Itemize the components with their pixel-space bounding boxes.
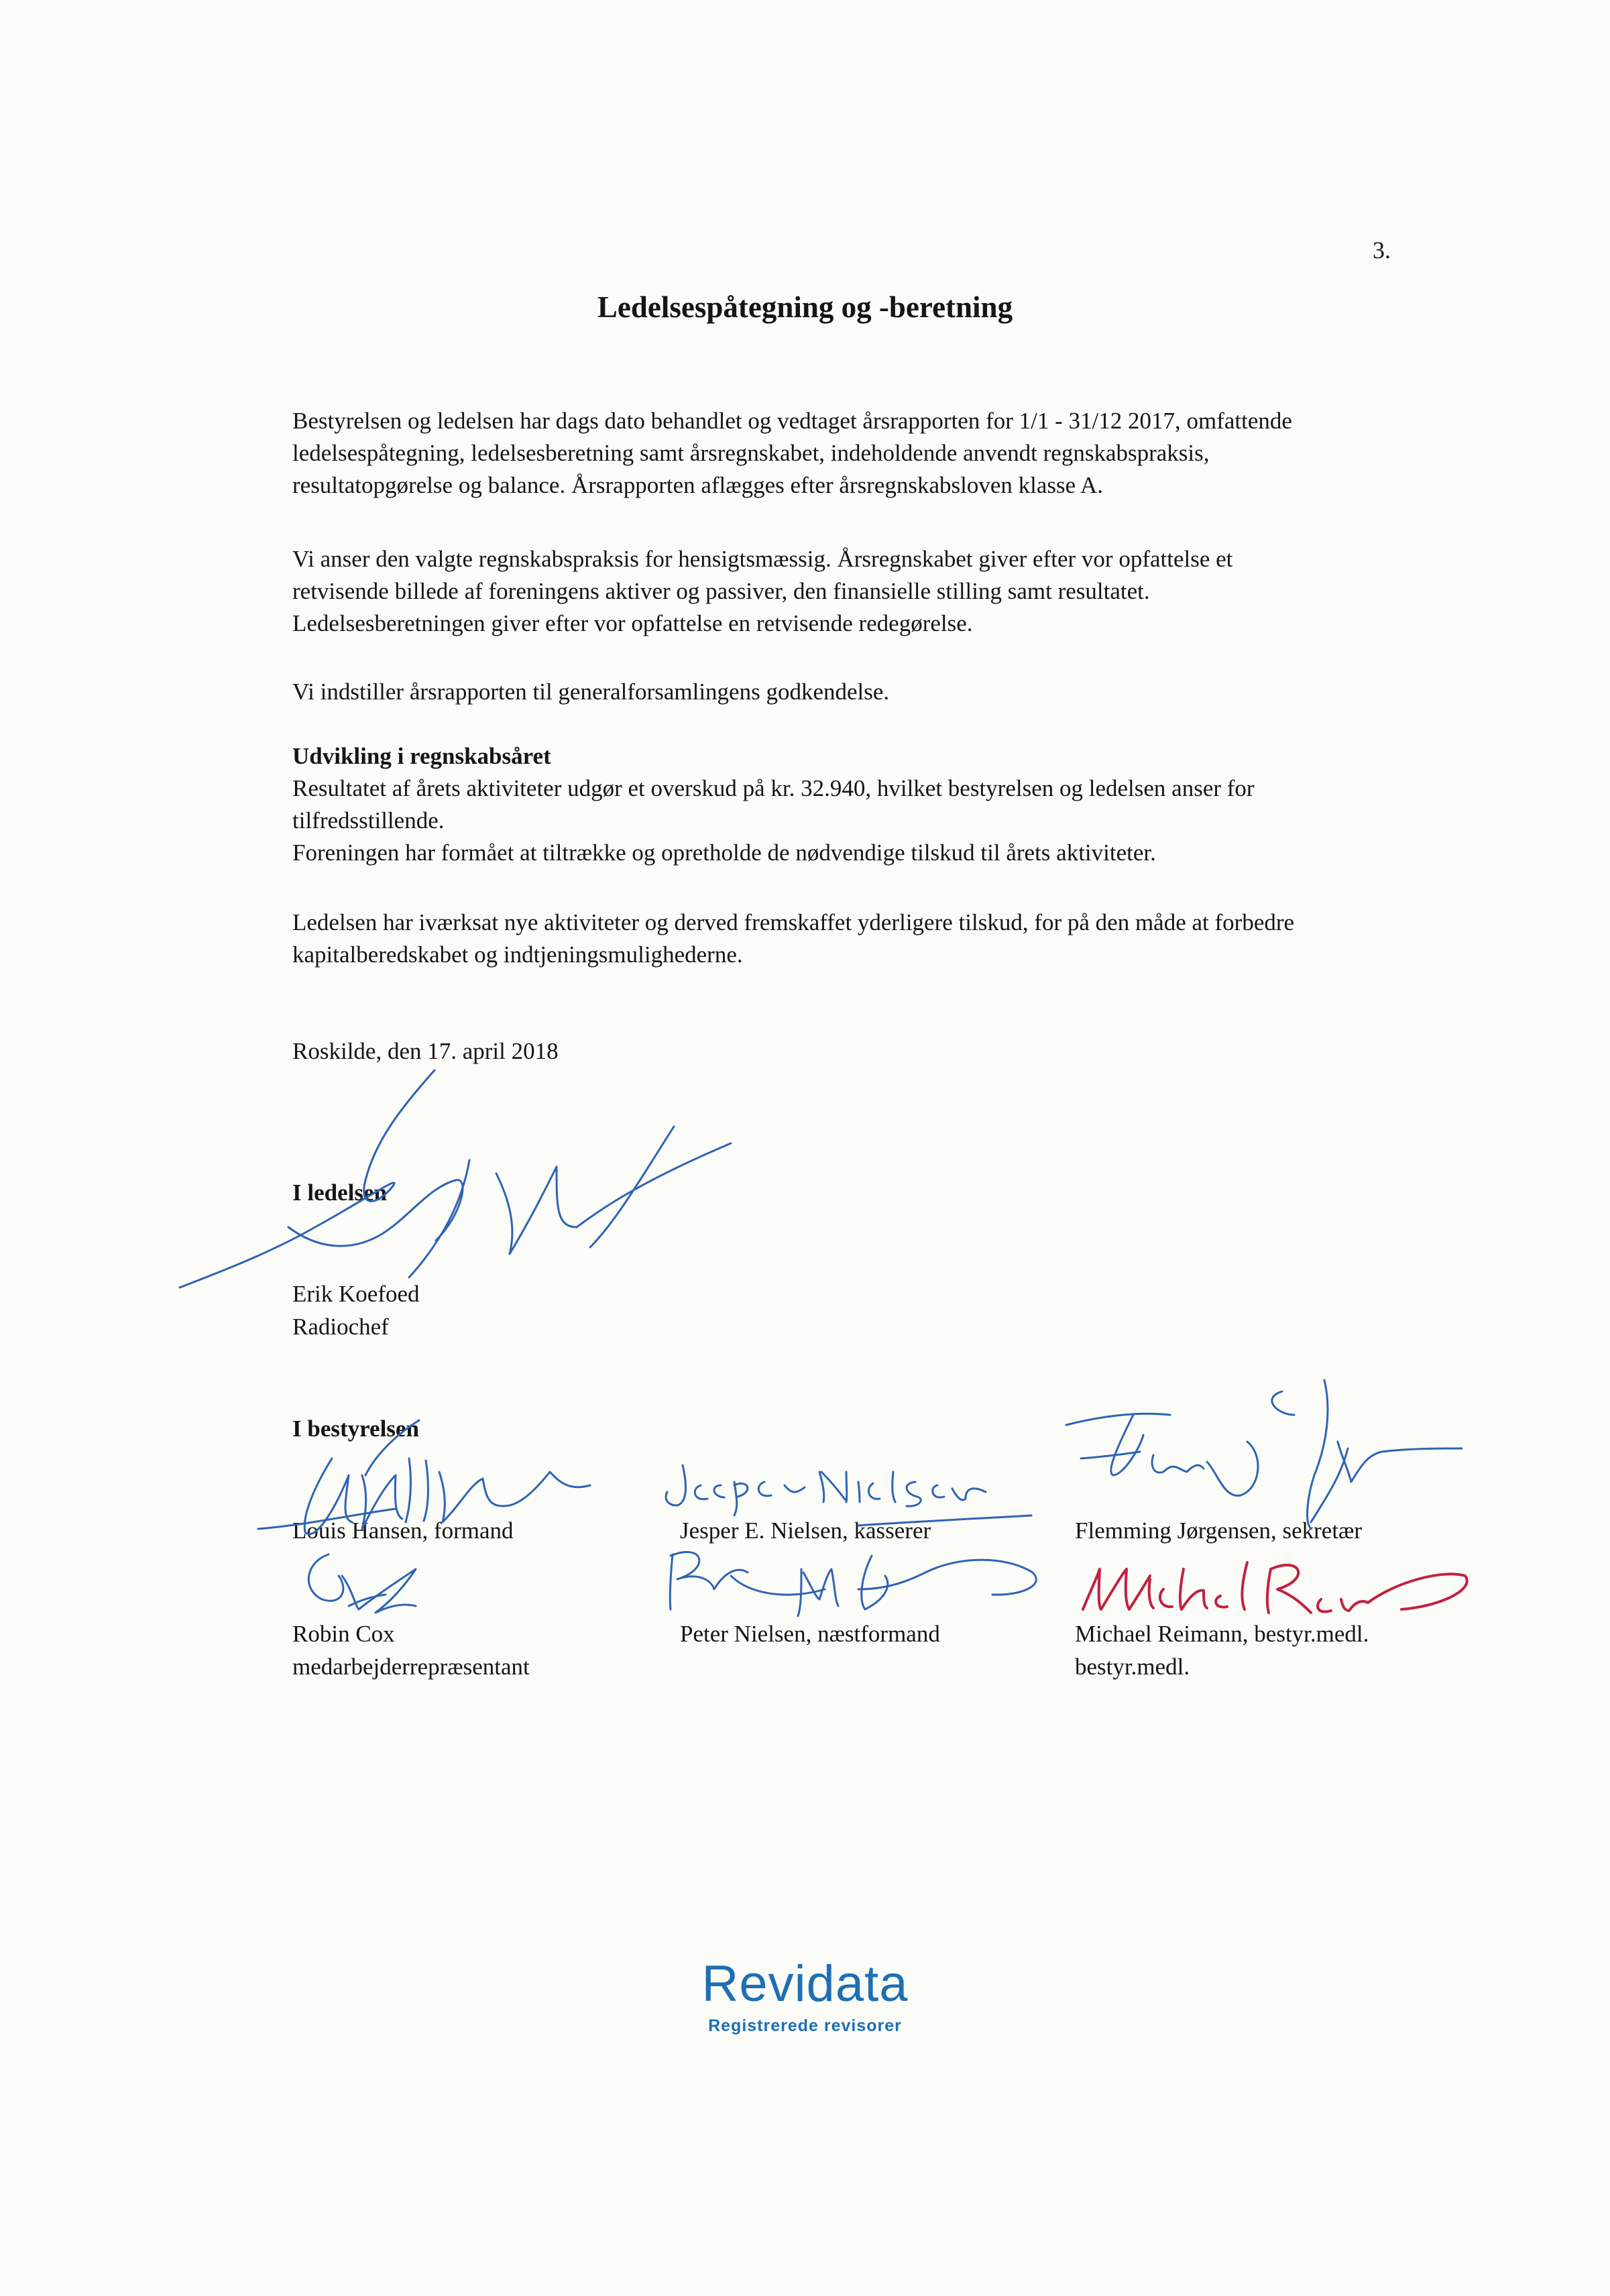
paragraph-line: Ledelsesberetningen giver efter vor opfattelse en retvisende redegørelse. — [292, 610, 973, 636]
board-member-peter: Peter Nielsen, næstformand — [680, 1621, 940, 1647]
board-member-jesper: Jesper E. Nielsen, kasserer — [680, 1517, 931, 1544]
management-name: Erik Koefoed — [292, 1281, 420, 1307]
place-date: Roskilde, den 17. april 2018 — [292, 1038, 559, 1064]
board-member-robin-role: medarbejderrepræsentant — [292, 1654, 530, 1680]
paragraph-line: Vi indstiller årsrapporten til generalforsamlingens godkendelse. — [292, 679, 890, 705]
management-heading: I ledelsen — [292, 1180, 387, 1206]
louis-hansen-signature — [258, 1420, 590, 1534]
section-heading: Udvikling i regnskabsåret — [292, 743, 551, 769]
peter-nielsen-signature — [670, 1515, 1036, 1616]
robin-cox-signature — [308, 1554, 416, 1613]
revidata-tagline: Registrerede revisorer — [708, 2016, 902, 2035]
revidata-logo: Revidata — [701, 1955, 909, 2012]
erik-koefoed-signature — [180, 1070, 731, 1287]
paragraph-line: Ledelsen har iværksat nye aktiviteter og derved fremskaffet yderligere tilskud, for på den måde at forbedre — [292, 909, 1295, 935]
paragraph-line: Bestyrelsen og ledelsen har dags dato behandlet og vedtaget årsrapporten for 1/1 - 31/12 2017, omfattende — [292, 408, 1292, 434]
paragraph-line: tilfredsstillende. — [292, 807, 445, 834]
paragraph-line: kapitalberedskabet og indtjeningsmulighederne. — [292, 941, 743, 968]
board-member-flemming: Flemming Jørgensen, sekretær — [1075, 1517, 1363, 1544]
page-number: 3. — [1373, 237, 1391, 264]
board-heading: I bestyrelsen — [292, 1416, 419, 1442]
paragraph-line: Vi anser den valgte regnskabspraksis for hensigtsmæssig. Årsregnskabet giver efter vor opfattelse et — [292, 546, 1233, 572]
paragraph-line: ledelsespåtegning, ledelsesberetning samt årsregnskabet, indeholdende anvendt regnskabspraksis, — [292, 440, 1210, 466]
page-title: Ledelsespåtegning og -beretning — [597, 290, 1013, 324]
paragraph-line: Foreningen har formået at tiltrække og opretholde de nødvendige tilskud til årets aktiviteter. — [292, 840, 1156, 866]
board-member-michael-role: bestyr.medl. — [1075, 1654, 1190, 1680]
jesper-nielsen-signature — [666, 1465, 986, 1515]
board-member-louis: Louis Hansen, formand — [292, 1517, 514, 1544]
board-member-michael-name: Michael Reimann, bestyr.medl. — [1075, 1621, 1369, 1647]
flemming-jorgensen-signature — [1066, 1380, 1462, 1529]
board-member-robin-name: Robin Cox — [292, 1621, 395, 1647]
management-role: Radiochef — [292, 1314, 389, 1340]
paragraph-line: retvisende billede af foreningens aktiver og passiver, den finansielle stilling samt resultatet. — [292, 578, 1150, 604]
michael-reimann-signature — [1083, 1562, 1467, 1613]
paragraph-line: resultatopgørelse og balance. Årsrapporten aflægges efter årsregnskabsloven klasse A. — [292, 472, 1104, 498]
paragraph-line: Resultatet af årets aktiviteter udgør et overskud på kr. 32.940, hvilket bestyrelsen og ledelsen anser for — [292, 775, 1255, 801]
